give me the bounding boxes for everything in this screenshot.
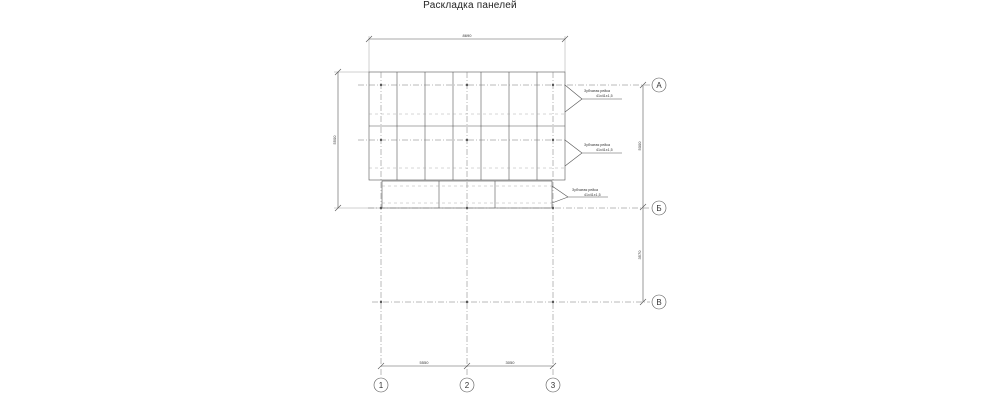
svg-text:3: 3 [550,381,556,390]
callout-3-name: Зубчатая рейка [572,188,598,192]
svg-text:А: А [656,81,662,90]
svg-text:2: 2 [464,381,470,390]
top-dimension [366,33,568,72]
drawing-title: Раскладка панелей [423,0,517,11]
callout-1 [565,85,622,112]
bottom-right-dimension-label: 3050 [505,360,515,365]
callout-2 [565,140,622,166]
callout-1-spec: 41х41х1,5 [596,94,613,98]
svg-text:1: 1 [378,381,384,390]
callout-2-name: Зубчатая рейка [584,143,610,147]
left-dimension-label: 5500 [332,135,337,145]
svg-text:Б: Б [656,204,662,213]
callout-1-name: Зубчатая рейка [584,89,610,93]
axis-bubble-3 [546,378,560,392]
right-dimensions [637,82,646,305]
axis-bubble-v [652,295,666,309]
top-dimension-label: 8690 [462,33,472,38]
axis-bubble-1 [374,378,388,392]
axis-bubble-2 [460,378,474,392]
right-upper-dimension-label: 5000 [637,141,642,151]
axis-row-lines [358,85,650,302]
axis-bubble-b [652,201,666,215]
bottom-left-dimension-label: 5550 [419,360,429,365]
callout-3-spec: 41х41х1,5 [584,193,601,197]
axis-column-lines [381,72,553,377]
svg-text:В: В [656,298,662,307]
callout-3 [552,186,608,203]
callout-2-spec: 41х41х1,5 [596,148,613,152]
right-lower-dimension-label: 3570 [637,250,642,260]
axis-bubble-a [652,78,666,92]
